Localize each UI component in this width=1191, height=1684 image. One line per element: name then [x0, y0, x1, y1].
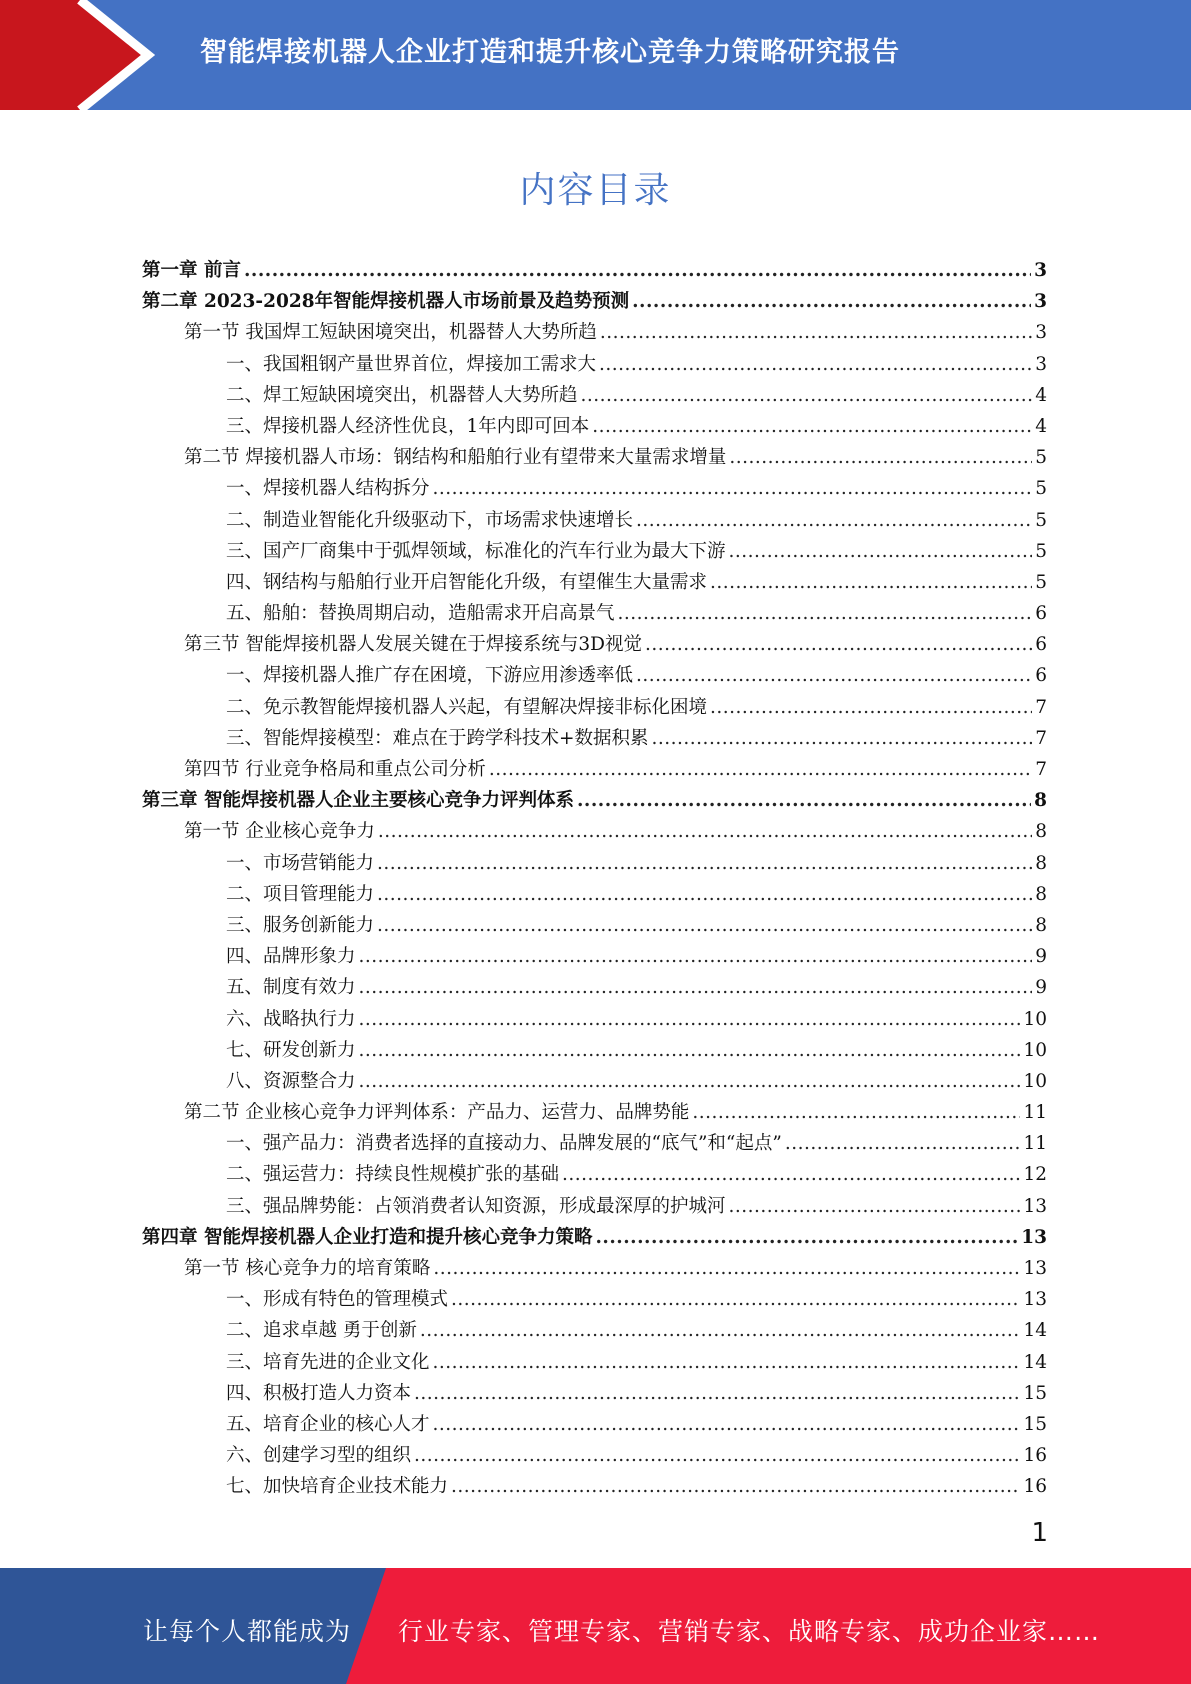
toc-entry-text: 第一节 核心竞争力的培育策略	[184, 1258, 431, 1279]
toc-page-number: 15	[1023, 1382, 1047, 1404]
toc-entry-text: 第一节 企业核心竞争力	[184, 821, 375, 843]
toc-dot-leader	[592, 411, 1032, 442]
toc-dot-leader	[729, 536, 1033, 567]
toc-entry[interactable]	[142, 1159, 1047, 1190]
toc-page-number: 16	[1023, 1476, 1047, 1498]
toc-entry[interactable]	[142, 1066, 1047, 1097]
toc-dot-leader	[359, 972, 1033, 1003]
toc-page-number: 8	[1035, 883, 1047, 905]
toc-entry-text: 第三节 智能焊接机器人发展关键在于焊接系统与3D视觉	[184, 634, 642, 656]
toc-page-number: 3	[1035, 353, 1047, 375]
toc-page-number: 8	[1035, 914, 1047, 936]
toc-entry[interactable]	[142, 1191, 1047, 1222]
toc-entry-text: 第一章 前言	[142, 260, 241, 281]
toc-page-number: 6	[1035, 634, 1047, 656]
toc-entry-text: 四、积极打造人力资本	[226, 1382, 412, 1404]
toc-page-number: 10	[1023, 1039, 1047, 1061]
toc-page-number: 10	[1023, 1070, 1047, 1092]
footer-slogan: 让每个人都能成为	[143, 1617, 352, 1646]
toc-entry[interactable]	[142, 1128, 1047, 1159]
toc-entry[interactable]	[142, 1347, 1047, 1378]
toc-entry[interactable]	[142, 317, 1047, 348]
report-title: 智能焊接机器人企业打造和提升核心竞争力策略研究报告	[200, 37, 900, 68]
toc-dot-leader	[632, 286, 1031, 317]
toc-entry-text: 六、创建学习型的组织	[226, 1445, 412, 1467]
toc-dot-leader	[581, 380, 1033, 411]
toc-entry[interactable]	[142, 941, 1047, 972]
toc-dot-leader	[433, 1253, 1020, 1284]
toc-entry[interactable]	[142, 567, 1047, 598]
toc-entry[interactable]	[142, 255, 1047, 286]
toc-dot-leader	[433, 473, 1033, 504]
toc-dot-leader	[489, 754, 1032, 785]
toc-entry[interactable]	[142, 1035, 1047, 1066]
toc-page-number: 8	[1035, 821, 1047, 843]
toc-entry[interactable]	[142, 1315, 1047, 1346]
toc-entry-text: 二、焊工短缺困境突出，机器替人大势所趋	[226, 384, 578, 406]
toc-dot-leader	[595, 1222, 1018, 1253]
toc-entry-text: 第二章 2023-2028年智能焊接机器人市场前景及趋势预测	[142, 291, 630, 313]
toc-entry[interactable]	[142, 910, 1047, 941]
footer-roles: 行业专家、管理专家、营销专家、战略专家、成功企业家……	[398, 1617, 1101, 1646]
toc-entry-text: 五、制度有效力	[226, 977, 356, 999]
toc-dot-leader	[433, 1409, 1021, 1440]
toc-entry[interactable]	[142, 848, 1047, 879]
toc-page-number: 8	[1034, 790, 1047, 812]
toc-dot-leader	[433, 1347, 1021, 1378]
toc-entry[interactable]	[142, 879, 1047, 910]
toc-entry-text: 一、焊接机器人推广存在困境，下游应用渗透率低	[226, 665, 634, 687]
toc-dot-leader	[636, 505, 1032, 536]
toc-entry-text: 三、国产厂商集中于弧焊领域，标准化的汽车行业为最大下游	[226, 540, 726, 562]
toc-entry[interactable]	[142, 723, 1047, 754]
toc-entry[interactable]	[142, 286, 1047, 317]
toc-dot-leader	[359, 1035, 1021, 1066]
toc-page-number: 7	[1035, 696, 1047, 718]
toc-page-number: 8	[1035, 852, 1047, 874]
toc-page-number: 5	[1035, 447, 1047, 469]
toc-dot-leader	[600, 317, 1032, 348]
toc-page-number: 6	[1035, 665, 1047, 687]
toc-dot-leader	[729, 442, 1032, 473]
toc-entry-text: 二、项目管理能力	[226, 883, 375, 905]
toc-entry[interactable]	[142, 692, 1047, 723]
toc-dot-leader	[378, 816, 1032, 847]
toc-page-number: 3	[1035, 322, 1047, 344]
toc-entry-text: 五、船舶：替换周期启动，造船需求开启高景气	[226, 603, 615, 625]
toc-page-number: 3	[1034, 291, 1047, 313]
toc-page-number: 5	[1035, 571, 1047, 593]
toc-page-number: 7	[1035, 727, 1047, 749]
toc-entry-text: 二、强运营力：持续良性规模扩张的基础	[226, 1164, 560, 1186]
toc-entry-text: 第三章 智能焊接机器人企业主要核心竞争力评判体系	[142, 790, 574, 812]
toc-page-number: 4	[1035, 384, 1047, 406]
toc-entry-text: 三、强品牌势能：占领消费者认知资源，形成最深厚的护城河	[226, 1195, 726, 1217]
toc-dot-leader	[562, 1159, 1020, 1190]
page-header	[0, 0, 1191, 110]
toc-entry-text: 三、智能焊接模型：难点在于跨学科技术+数据积累	[226, 727, 649, 749]
toc-entry-text: 一、形成有特色的管理模式	[226, 1289, 449, 1311]
toc-dot-leader	[377, 879, 1032, 910]
toc-entry-text: 三、培育先进的企业文化	[226, 1351, 430, 1373]
toc-entry-text: 六、战略执行力	[226, 1008, 356, 1030]
toc-entry-text: 一、市场营销能力	[226, 852, 375, 874]
toc-entry[interactable]	[142, 411, 1047, 442]
toc-page-number: 14	[1023, 1351, 1047, 1373]
toc-dot-leader	[451, 1471, 1020, 1502]
toc-page-number: 16	[1023, 1445, 1047, 1467]
toc-entry[interactable]	[142, 816, 1047, 847]
toc-dot-leader	[710, 567, 1032, 598]
toc-dot-leader	[359, 1066, 1021, 1097]
toc-entry[interactable]	[142, 349, 1047, 380]
page-number: 1	[1031, 1518, 1048, 1548]
toc-dot-leader	[710, 692, 1032, 723]
toc-entry[interactable]	[142, 629, 1047, 660]
toc-heading: 内容目录	[519, 170, 672, 211]
toc-page-number: 11	[1023, 1133, 1047, 1155]
toc-page-number: 11	[1023, 1102, 1047, 1124]
toc-dot-leader	[645, 629, 1032, 660]
toc-dot-leader	[577, 785, 1031, 816]
toc-entry-text: 一、强产品力：消费者选择的直接动力、品牌发展的“底气”和“起点”	[226, 1133, 782, 1155]
toc-dot-leader	[618, 598, 1033, 629]
toc-entry[interactable]	[142, 536, 1047, 567]
toc-page-number: 6	[1035, 603, 1047, 625]
toc-entry[interactable]	[142, 1222, 1047, 1253]
toc-dot-leader	[729, 1191, 1021, 1222]
toc-page-number: 13	[1021, 1226, 1047, 1248]
toc-entry[interactable]	[142, 1004, 1047, 1035]
toc-page-number: 5	[1035, 509, 1047, 531]
toc-entry[interactable]	[142, 754, 1047, 785]
toc-page-number: 7	[1035, 759, 1047, 780]
toc-dot-leader	[414, 1440, 1020, 1471]
toc-entry-text: 第四节 行业竞争格局和重点公司分析	[184, 759, 486, 780]
toc-dot-leader	[414, 1378, 1020, 1409]
toc-dot-leader	[420, 1315, 1021, 1346]
toc-dot-leader	[692, 1097, 1020, 1128]
toc-entry[interactable]	[142, 1253, 1047, 1284]
toc-entry[interactable]	[142, 785, 1047, 816]
table-of-contents	[142, 255, 1047, 1503]
toc-entry[interactable]	[142, 1284, 1047, 1315]
toc-entry-text: 二、制造业智能化升级驱动下，市场需求快速增长	[226, 509, 634, 531]
toc-page-number: 13	[1023, 1258, 1047, 1279]
toc-dot-leader	[244, 255, 1031, 286]
toc-page-number: 14	[1023, 1320, 1047, 1342]
toc-entry-text: 第四章 智能焊接机器人企业打造和提升核心竞争力策略	[142, 1226, 593, 1248]
toc-page-number: 13	[1023, 1289, 1047, 1311]
toc-entry[interactable]	[142, 473, 1047, 504]
toc-entry-text: 第二节 焊接机器人市场：钢结构和船舶行业有望带来大量需求增量	[184, 447, 727, 469]
toc-entry[interactable]	[142, 1097, 1047, 1128]
toc-entry-text: 三、焊接机器人经济性优良，1年内即可回本	[226, 415, 590, 437]
toc-entry[interactable]	[142, 1471, 1047, 1502]
toc-entry[interactable]	[142, 505, 1047, 536]
toc-entry[interactable]	[142, 972, 1047, 1003]
toc-entry[interactable]	[142, 598, 1047, 629]
toc-page-number: 5	[1035, 540, 1047, 562]
toc-entry-text: 八、资源整合力	[226, 1070, 356, 1092]
toc-dot-leader	[599, 349, 1032, 380]
toc-page-number: 5	[1035, 478, 1047, 500]
toc-page-number: 10	[1023, 1008, 1047, 1030]
toc-dot-leader	[377, 910, 1032, 941]
toc-entry[interactable]	[142, 380, 1047, 411]
toc-dot-leader	[785, 1128, 1021, 1159]
toc-dot-leader	[652, 723, 1033, 754]
toc-entry[interactable]	[142, 1440, 1047, 1471]
toc-dot-leader	[359, 941, 1033, 972]
toc-entry[interactable]	[142, 1409, 1047, 1440]
toc-page-number: 4	[1035, 415, 1047, 437]
toc-page-number: 9	[1035, 977, 1047, 999]
toc-entry[interactable]	[142, 1378, 1047, 1409]
toc-page-number: 9	[1035, 946, 1047, 968]
toc-entry-text: 二、追求卓越 勇于创新	[226, 1320, 417, 1342]
toc-entry-text: 四、钢结构与船舶行业开启智能化升级，有望催生大量需求	[226, 571, 708, 593]
toc-page-number: 15	[1023, 1413, 1047, 1435]
toc-entry[interactable]	[142, 442, 1047, 473]
toc-dot-leader	[636, 660, 1032, 691]
toc-dot-leader	[359, 1004, 1021, 1035]
toc-page-number: 13	[1023, 1195, 1047, 1217]
toc-entry-text: 三、服务创新能力	[226, 914, 375, 936]
toc-entry-text: 五、培育企业的核心人才	[226, 1413, 430, 1435]
toc-dot-leader	[451, 1284, 1020, 1315]
toc-entry-text: 一、我国粗钢产量世界首位，焊接加工需求大	[226, 353, 597, 375]
toc-dot-leader	[377, 848, 1032, 879]
toc-entry-text: 七、加快培育企业技术能力	[226, 1476, 449, 1498]
toc-entry-text: 四、品牌形象力	[226, 946, 356, 968]
toc-entry-text: 一、焊接机器人结构拆分	[226, 478, 430, 500]
toc-entry-text: 第二节 企业核心竞争力评判体系：产品力、运营力、品牌势能	[184, 1102, 690, 1124]
toc-entry-text: 七、研发创新力	[226, 1039, 356, 1061]
toc-entry[interactable]	[142, 660, 1047, 691]
toc-page-number: 3	[1034, 260, 1047, 281]
toc-entry-text: 二、免示教智能焊接机器人兴起，有望解决焊接非标化困境	[226, 696, 708, 718]
page-footer	[0, 1568, 1191, 1684]
toc-page-number: 12	[1023, 1164, 1047, 1186]
toc-entry-text: 第一节 我国焊工短缺困境突出，机器替人大势所趋	[184, 322, 597, 344]
